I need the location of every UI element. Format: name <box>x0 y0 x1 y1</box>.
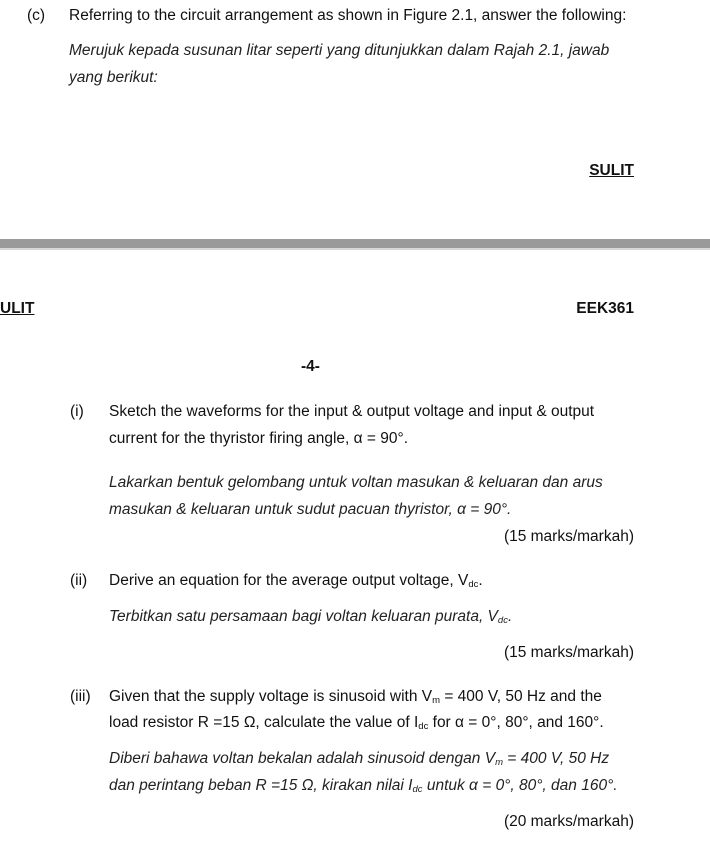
part-iii-marks: (20 marks/markah) <box>503 813 634 830</box>
page-number: -4- <box>301 358 320 375</box>
course-code: EEK361 <box>576 300 634 317</box>
question-text: Referring to the circuit arrangement as shown in Figure 2.1, answer the following: <box>69 7 627 24</box>
part-iii-label: (iii) <box>70 688 91 705</box>
part-ii-line1: Derive an equation for the average output voltage, $V_{dc}$. <box>109 572 483 590</box>
part-ii-malay: Terbitkan satu persamaan bagi voltan keluaran purata, $V_{dc}$. <box>109 608 513 626</box>
part-iii-line1: Given that the supply voltage is sinusoid with $V_m = 400$ V, 50 Hz and the <box>109 688 602 706</box>
question-malay-line2: yang berikut: <box>69 69 158 86</box>
part-i-label: (i) <box>70 403 84 420</box>
part-i-line1: Sketch the waveforms for the input & output voltage and input & output <box>109 403 595 420</box>
footer-classification: SULIT <box>589 162 634 179</box>
part-ii-marks: (15 marks/markah) <box>503 644 634 661</box>
part-iii-malay-line2: dan perintang beban R =15 Ω, kirakan nilai $I_{dc}$ untuk α = 0°, 80°, dan 160°. <box>109 777 618 795</box>
page-break-shadow <box>0 248 710 250</box>
part-iii-line2: load resistor R =15 Ω, calculate the value of $I_{dc}$ for α = 0°, 80°, and 160°. <box>109 714 604 732</box>
header-classification: ULIT <box>0 300 35 317</box>
part-ii-label: (ii) <box>70 572 88 589</box>
part-iii-malay-line1: Diberi bahawa voltan bekalan adalah sinusoid dengan $V_m = 400$ V, 50 Hz <box>109 750 610 768</box>
part-i-line2: current for the thyristor firing angle, α = 90°. <box>109 430 409 447</box>
part-i-malay-line2: masukan & keluaran untuk sudut pacuan thyristor, α = 90°. <box>109 501 512 518</box>
part-i-marks: (15 marks/markah) <box>503 528 634 545</box>
question-label: (c) <box>27 7 46 24</box>
part-i-malay-line1: Lakarkan bentuk gelombang untuk voltan masukan & keluaran dan arus <box>109 474 603 491</box>
question-malay-line1: Merujuk kepada susunan litar seperti yang ditunjukkan dalam Rajah 2.1, jawab <box>69 42 610 59</box>
page-break-divider <box>0 239 710 248</box>
